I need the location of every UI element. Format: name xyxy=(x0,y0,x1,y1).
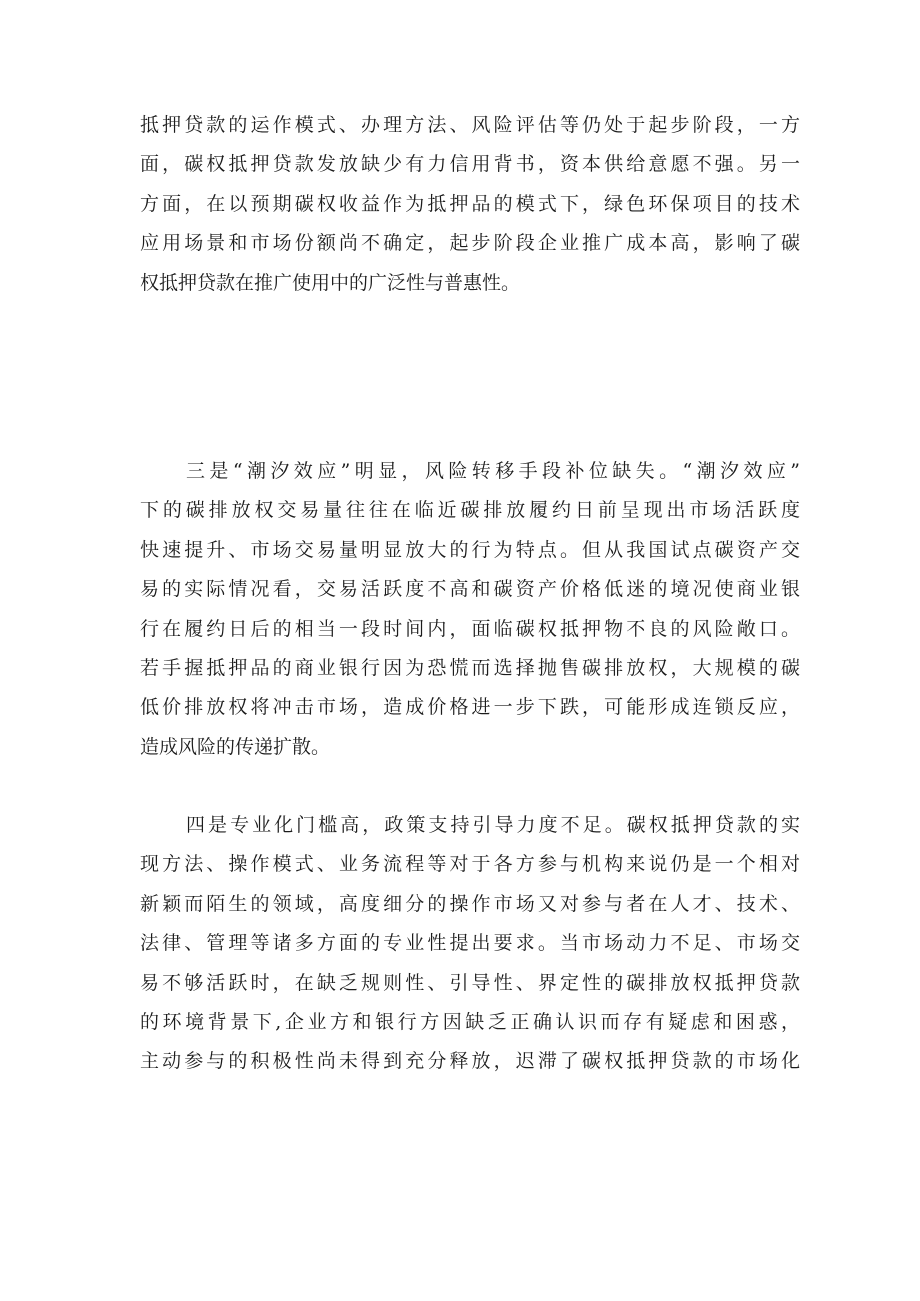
text-line: 的环境背景下,企业方和银行方因缺乏正确认识而存有疑虑和困惑， xyxy=(140,1010,800,1033)
text-line: 下的碳排放权交易量往往在临近碳排放履约日前呈现出市场活跃度 xyxy=(140,499,800,522)
text-line: 抵押贷款的运作模式、办理方法、风险评估等仍处于起步阶段，一方 xyxy=(140,114,800,136)
paragraph-3 xyxy=(140,806,800,1082)
text-line: 若手握抵押品的商业银行因为恐慌而选择抛售碳排放权，大规模的碳 xyxy=(140,656,800,679)
text-line: 造成风险的传递扩散。 xyxy=(140,735,331,758)
text-line: 现方法、操作模式、业务流程等对于各方参与机构来说仍是一个相对 xyxy=(140,853,800,876)
text-line: 权抵押贷款在推广使用中的广泛性与普惠性。 xyxy=(140,271,521,294)
text-line: 主动参与的积极性尚未得到充分释放，迟滞了碳权抵押贷款的市场化 xyxy=(140,1050,800,1073)
text-line: 法律、管理等诸多方面的专业性提出要求。当市场动力不足、市场交 xyxy=(140,932,800,955)
text-line: 新颖而陌生的领域，高度细分的操作市场又对参与者在人才、技术、 xyxy=(140,892,800,915)
text-line: 四是专业化门槛高，政策支持引导力度不足。碳权抵押贷款的实 xyxy=(186,814,800,836)
text-line: 方面，在以预期碳权收益作为抵押品的模式下，绿色环保项目的技术 xyxy=(140,192,800,215)
text-line: 快速提升、市场交易量明显放大的行为特点。但从我国试点碳资产交 xyxy=(140,538,800,561)
paragraph-2 xyxy=(140,452,800,767)
text-line: 行在履约日后的相当一段时间内，面临碳权抵押物不良的风险敞口。 xyxy=(140,617,800,640)
text-line: 三是“潮汐效应”明显，风险转移手段补位缺失。“潮汐效应” xyxy=(186,460,800,482)
paragraph-1 xyxy=(140,106,800,303)
text-line: 低价排放权将冲击市场，造成价格进一步下跌，可能形成连锁反应， xyxy=(140,696,800,719)
text-line: 应用场景和市场份额尚不确定，起步阶段企业推广成本高，影响了碳 xyxy=(140,232,800,255)
text-line: 易不够活跃时，在缺乏规则性、引导性、界定性的碳排放权抵押贷款 xyxy=(140,971,800,994)
text-line: 易的实际情况看，交易活跃度不高和碳资产价格低迷的境况使商业银 xyxy=(140,578,800,601)
text-line: 面，碳权抵押贷款发放缺少有力信用背书，资本供给意愿不强。另一 xyxy=(140,153,800,176)
